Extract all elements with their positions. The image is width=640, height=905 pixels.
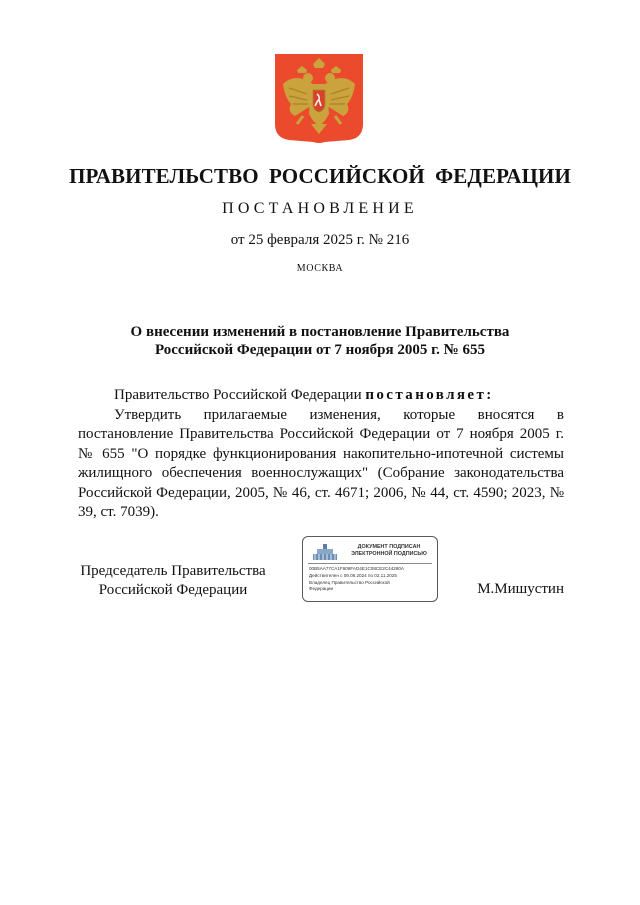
stamp-title-line-1: ДОКУМЕНТ ПОДПИСАН: [357, 544, 421, 550]
government-building-icon: [309, 542, 341, 562]
stamp-divider: [308, 563, 432, 564]
decree-word: постановляет:: [365, 387, 494, 403]
document-date-number: от 25 февраля 2025 г. № 216: [230, 232, 410, 248]
subject-line-1: О внесении изменений в постановление Правительства: [130, 324, 510, 340]
document-type: ПОСТАНОВЛЕНИЕ: [222, 200, 418, 217]
stamp-certificate: 00B5AA77CA1F608FAD4E1C08CE2C44280A: [309, 566, 404, 571]
document-city: МОСКВА: [296, 263, 344, 274]
approval-paragraph: Утвердить прилагаемые изменения, которые вносятся в постановление Правительства Российской Федерации от 7 ноября 2005 г. № 655 "О порядке функционирования накопительно-ипотечной системы жилищного обеспечения военнослужащих" (Собрание законодательства Российской Федерации, 2005, № 46, ст. 4671; 2006, № 44, ст. 4590; 2023, № 39, ст. 7039).: [78, 406, 564, 520]
stamp-owner-line-1: Владелец Правительство Российской: [309, 580, 390, 585]
coat-of-arms-icon: [275, 54, 363, 144]
government-title: ПРАВИТЕЛЬСТВО РОССИЙСКОЙ ФЕДЕРАЦИИ: [69, 164, 571, 188]
document-subject: [0, 323, 640, 359]
electronic-signature-stamp: [302, 536, 438, 602]
decree-paragraph: [78, 386, 564, 406]
decree-intro: Правительство Российской Федерации: [114, 387, 366, 403]
signer-position-line-1: Председатель Правительства: [80, 563, 266, 579]
subject-line-2: Российской Федерации от 7 ноября 2005 г. № 655: [154, 342, 486, 358]
document-body: [78, 386, 564, 523]
stamp-title-line-2: ЭЛЕКТРОННОЙ ПОДПИСЬЮ: [351, 551, 427, 557]
stamp-owner-line-2: Федерации: [309, 585, 334, 591]
stamp-title: [341, 544, 437, 558]
signer-position: [78, 562, 268, 600]
stamp-validity: Действителен с 09.08.2024 по 02.11.2025: [309, 573, 397, 578]
signer-name: М.Мишустин: [477, 581, 564, 597]
signer-position-line-2: Российской Федерации: [98, 582, 248, 598]
